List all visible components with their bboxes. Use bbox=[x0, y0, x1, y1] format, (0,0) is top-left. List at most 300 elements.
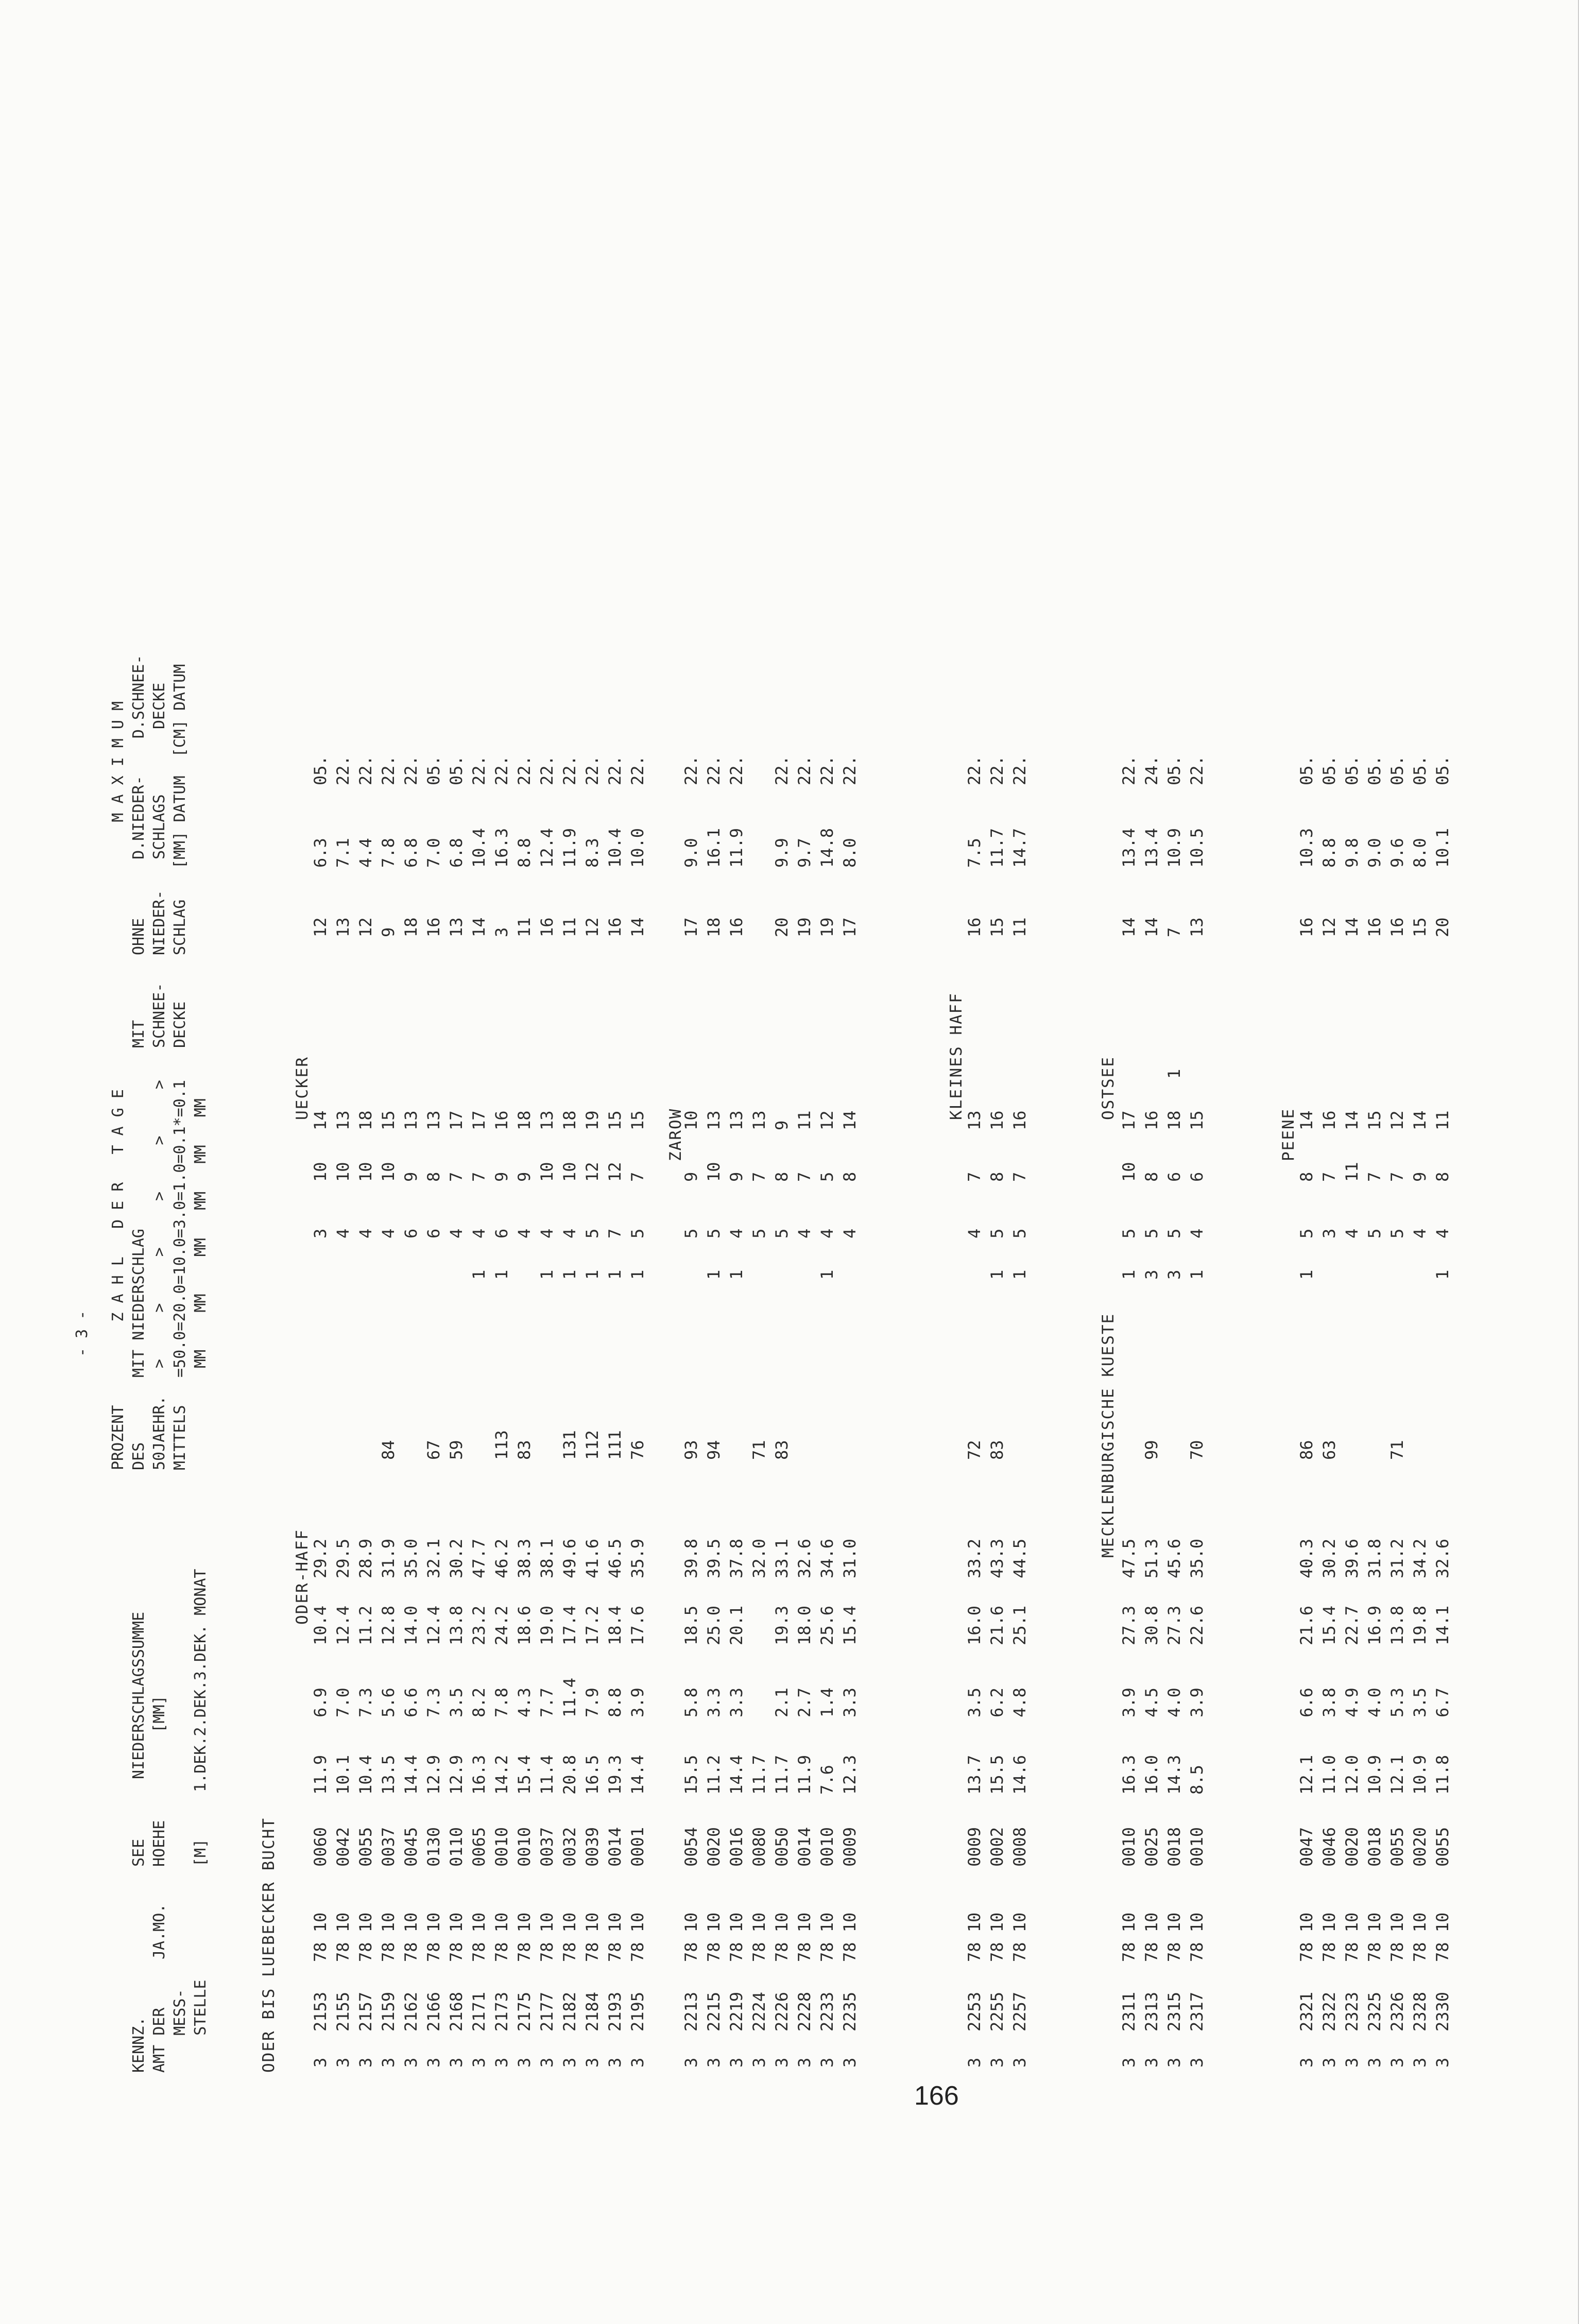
table-cell: 4.4 bbox=[356, 838, 375, 868]
table-cell: 6 bbox=[1164, 1172, 1184, 1182]
table-cell: 5 bbox=[704, 1228, 724, 1238]
table-cell: 8.5 bbox=[1187, 1765, 1207, 1795]
table-cell: 113 bbox=[492, 1430, 511, 1460]
table-cell: 7.5 bbox=[965, 838, 984, 868]
table-cell: 0055 bbox=[356, 1827, 375, 1867]
table-cell: 1 bbox=[1119, 1269, 1139, 1280]
table-cell: 78 10 bbox=[681, 1912, 701, 1962]
table-cell: 93 bbox=[681, 1440, 701, 1460]
table-cell: 9.8 bbox=[1342, 838, 1362, 868]
table-cell: 3 bbox=[1410, 2057, 1430, 2068]
table-cell: 5.3 bbox=[1387, 1688, 1407, 1717]
table-row bbox=[626, 90, 649, 2073]
table-cell: 14 bbox=[1410, 1110, 1430, 1130]
table-cell: 13 bbox=[447, 917, 466, 937]
table-cell: 8.0 bbox=[840, 838, 860, 868]
header-prozent: PROZENT DES 50JAEHR. MITTELS bbox=[109, 1396, 189, 1470]
table-cell: 0037 bbox=[537, 1827, 557, 1867]
table-cell: 4.0 bbox=[1164, 1688, 1184, 1717]
table-cell: 16 bbox=[1387, 917, 1407, 937]
table-row bbox=[770, 90, 793, 2073]
table-cell: 10 bbox=[333, 1162, 353, 1182]
table-cell: 22. bbox=[772, 755, 792, 785]
table-cell: 16 bbox=[605, 917, 625, 937]
table-cell: 10.9 bbox=[1365, 1754, 1384, 1795]
table-cell: 10.4 bbox=[605, 828, 625, 868]
table-cell: 3 bbox=[965, 2057, 984, 2068]
table-cell: 7.6 bbox=[817, 1765, 837, 1795]
table-cell: 10 bbox=[681, 1110, 701, 1130]
table-cell: 9 bbox=[681, 1172, 701, 1182]
table-cell: 46.2 bbox=[492, 1538, 511, 1578]
table-cell: 2177 bbox=[537, 1991, 557, 2032]
table-row bbox=[513, 90, 536, 2073]
table-cell: 15 bbox=[628, 1110, 647, 1130]
region-zarow: ZAROW bbox=[666, 1108, 685, 1161]
table-cell: 2168 bbox=[447, 1991, 466, 2032]
table-cell: 78 10 bbox=[356, 1912, 375, 1962]
table-cell: 11.4 bbox=[560, 1677, 579, 1717]
table-cell: 3 bbox=[514, 2057, 534, 2068]
table-cell: 22. bbox=[356, 755, 375, 785]
table-cell: 12.1 bbox=[1297, 1754, 1316, 1795]
table-cell: 0020 bbox=[1410, 1827, 1430, 1867]
table-cell: 7 bbox=[1164, 927, 1184, 937]
table-cell: 6.7 bbox=[1433, 1688, 1452, 1717]
table-cell: 22. bbox=[560, 755, 579, 785]
table-cell: 5 bbox=[772, 1228, 792, 1238]
table-cell: 39.5 bbox=[704, 1538, 724, 1578]
table-row bbox=[468, 90, 490, 2073]
table-cell: 7 bbox=[1010, 1172, 1029, 1182]
table-cell: 11 bbox=[1342, 1162, 1362, 1182]
table-cell: 78 10 bbox=[333, 1912, 353, 1962]
table-cell: 11.7 bbox=[749, 1754, 769, 1795]
table-cell: 78 10 bbox=[1187, 1912, 1207, 1962]
table-cell: 2215 bbox=[704, 1991, 724, 2032]
table-cell: 0060 bbox=[311, 1827, 330, 1867]
table-cell: 59 bbox=[447, 1440, 466, 1460]
table-cell: 5 bbox=[1387, 1228, 1407, 1238]
table-cell: 12.9 bbox=[424, 1754, 443, 1795]
table-cell: 78 10 bbox=[1410, 1912, 1430, 1962]
table-row bbox=[309, 90, 332, 2073]
table-cell: 18.4 bbox=[605, 1605, 625, 1645]
table-row bbox=[1341, 90, 1363, 2073]
table-cell: 15 bbox=[987, 917, 1007, 937]
table-cell: 78 10 bbox=[1142, 1912, 1161, 1962]
table-cell: 5 bbox=[1297, 1228, 1316, 1238]
table-cell: 20 bbox=[1433, 917, 1452, 937]
table-cell: 2257 bbox=[1010, 1991, 1029, 2032]
table-cell: 4.0 bbox=[1365, 1688, 1384, 1717]
table-cell: 3 bbox=[628, 2057, 647, 2068]
table-cell: 3 bbox=[1142, 2057, 1161, 2068]
table-cell: 5 bbox=[1365, 1228, 1384, 1238]
table-cell: 51.3 bbox=[1142, 1538, 1161, 1578]
table-cell: 8 bbox=[424, 1172, 443, 1182]
table-cell: 9 bbox=[727, 1172, 746, 1182]
table-cell: 78 10 bbox=[1365, 1912, 1384, 1962]
table-cell: 131 bbox=[560, 1430, 579, 1460]
table-cell: 8 bbox=[987, 1172, 1007, 1182]
table-cell: 10 bbox=[537, 1162, 557, 1182]
table-cell: 38.1 bbox=[537, 1538, 557, 1578]
table-cell: 3 bbox=[817, 2057, 837, 2068]
table-cell: 22. bbox=[469, 755, 489, 785]
table-cell: 0010 bbox=[1119, 1827, 1139, 1867]
table-cell: 3.3 bbox=[840, 1688, 860, 1717]
table-cell: 14.1 bbox=[1433, 1605, 1452, 1645]
table-cell: 4 bbox=[1342, 1228, 1362, 1238]
table-cell: 14.3 bbox=[1164, 1754, 1184, 1795]
table-cell: 2321 bbox=[1297, 1991, 1316, 2032]
table-row bbox=[1431, 90, 1454, 2073]
table-cell: 22. bbox=[817, 755, 837, 785]
table-cell: 25.1 bbox=[1010, 1605, 1029, 1645]
table-cell: 9 bbox=[379, 927, 398, 937]
table-cell: 19.8 bbox=[1410, 1605, 1430, 1645]
table-cell: 18 bbox=[514, 1110, 534, 1130]
table-row bbox=[838, 90, 861, 2073]
table-cell: 38.3 bbox=[514, 1538, 534, 1578]
table-cell: 14 bbox=[628, 917, 647, 937]
table-cell: 3 bbox=[987, 2057, 1007, 2068]
table-cell: 11.9 bbox=[727, 828, 746, 868]
table-cell: 19 bbox=[582, 1110, 602, 1130]
table-cell: 0018 bbox=[1365, 1827, 1384, 1867]
table-cell: 5 bbox=[1164, 1228, 1184, 1238]
table-cell: 3 bbox=[356, 2057, 375, 2068]
table-cell: 10 bbox=[311, 1162, 330, 1182]
table-cell: 31.2 bbox=[1387, 1538, 1407, 1578]
table-cell: 0047 bbox=[1297, 1827, 1316, 1867]
table-cell: 83 bbox=[772, 1440, 792, 1460]
table-cell: 05. bbox=[1164, 755, 1184, 785]
table-cell: 4 bbox=[447, 1228, 466, 1238]
table-cell: 8.8 bbox=[1319, 838, 1339, 868]
table-cell: 3 bbox=[492, 2057, 511, 2068]
table-cell: 11.9 bbox=[795, 1754, 814, 1795]
table-cell: 12 bbox=[582, 917, 602, 937]
table-row bbox=[377, 90, 400, 2073]
table-row bbox=[793, 90, 816, 2073]
table-cell: 4.8 bbox=[1010, 1688, 1029, 1717]
table-cell: 2162 bbox=[401, 1991, 421, 2032]
table-cell: 4.9 bbox=[1342, 1688, 1362, 1717]
table-cell: 2325 bbox=[1365, 1991, 1384, 2032]
table-cell: 78 10 bbox=[772, 1912, 792, 1962]
table-cell: 7.3 bbox=[356, 1688, 375, 1717]
table-cell: 2184 bbox=[582, 1991, 602, 2032]
table-cell: 0042 bbox=[333, 1827, 353, 1867]
table-cell: 1 bbox=[1164, 1069, 1184, 1079]
table-cell: 12.1 bbox=[1387, 1754, 1407, 1795]
table-cell: 78 10 bbox=[469, 1912, 489, 1962]
table-cell: 15.5 bbox=[681, 1754, 701, 1795]
table-row bbox=[400, 90, 422, 2073]
table-cell: 31.9 bbox=[379, 1538, 398, 1578]
table-cell: 2235 bbox=[840, 1991, 860, 2032]
table-cell: 3.3 bbox=[727, 1688, 746, 1717]
table-cell: 14.4 bbox=[401, 1754, 421, 1795]
table-cell: 2153 bbox=[311, 1991, 330, 2032]
region-peene: PEENE bbox=[1279, 1108, 1298, 1161]
table-cell: 17.6 bbox=[628, 1605, 647, 1645]
table-cell: 78 10 bbox=[840, 1912, 860, 1962]
table-cell: 15.4 bbox=[1319, 1605, 1339, 1645]
table-cell: 16 bbox=[965, 917, 984, 937]
table-row bbox=[986, 90, 1008, 2073]
table-cell: 10 bbox=[1119, 1162, 1139, 1182]
table-cell: 29.2 bbox=[311, 1538, 330, 1578]
table-cell: 05. bbox=[311, 755, 330, 785]
table-cell: 14.2 bbox=[492, 1754, 511, 1795]
table-cell: 4 bbox=[379, 1228, 398, 1238]
table-row bbox=[536, 90, 558, 2073]
table-cell: 13 bbox=[704, 1110, 724, 1130]
table-cell: 94 bbox=[704, 1440, 724, 1460]
table-cell: 19 bbox=[817, 917, 837, 937]
table-cell: 14 bbox=[469, 917, 489, 937]
table-cell: 2213 bbox=[681, 1991, 701, 2032]
table-cell: 0010 bbox=[817, 1827, 837, 1867]
table-cell: 29.5 bbox=[333, 1538, 353, 1578]
table-cell: 78 10 bbox=[401, 1912, 421, 1962]
table-cell: 11.2 bbox=[704, 1754, 724, 1795]
table-cell: 5 bbox=[749, 1228, 769, 1238]
table-cell: 18.5 bbox=[681, 1605, 701, 1645]
table-cell: 11.0 bbox=[1319, 1754, 1339, 1795]
table-cell: 6.6 bbox=[1297, 1688, 1316, 1717]
table-cell: 9.9 bbox=[772, 838, 792, 868]
table-cell: 5 bbox=[1142, 1228, 1161, 1238]
table-cell: 22. bbox=[795, 755, 814, 785]
table-cell: 8 bbox=[1297, 1172, 1316, 1182]
table-cell: 9.7 bbox=[795, 838, 814, 868]
table-cell: 22. bbox=[379, 755, 398, 785]
table-cell: 2219 bbox=[727, 1991, 746, 2032]
table-cell: 2159 bbox=[379, 1991, 398, 2032]
table-cell: 78 10 bbox=[1119, 1912, 1139, 1962]
table-cell: 2166 bbox=[424, 1991, 443, 2032]
table-cell: 0055 bbox=[1433, 1827, 1452, 1867]
table-cell: 1 bbox=[537, 1269, 557, 1280]
table-cell: 28.9 bbox=[356, 1538, 375, 1578]
table-cell: 84 bbox=[379, 1440, 398, 1460]
table-cell: 05. bbox=[1410, 755, 1430, 785]
table-cell: 14.6 bbox=[1010, 1754, 1029, 1795]
table-cell: 18.6 bbox=[514, 1605, 534, 1645]
table-cell: 11.9 bbox=[560, 828, 579, 868]
table-cell: 70 bbox=[1187, 1440, 1207, 1460]
table-cell: 35.0 bbox=[401, 1538, 421, 1578]
table-cell: 16 bbox=[727, 917, 746, 937]
table-cell: 2195 bbox=[628, 1991, 647, 2032]
table-cell: 12.4 bbox=[424, 1605, 443, 1645]
table-cell: 11.2 bbox=[356, 1605, 375, 1645]
table-cell: 49.6 bbox=[560, 1538, 579, 1578]
table-cell: 16 bbox=[987, 1110, 1007, 1130]
table-cell: 3 bbox=[840, 2057, 860, 2068]
table-cell: 8 bbox=[840, 1172, 860, 1182]
table-row bbox=[354, 90, 377, 2073]
table-cell: 4 bbox=[1410, 1228, 1430, 1238]
table-cell: 14.7 bbox=[1010, 828, 1029, 868]
table-row bbox=[445, 90, 468, 2073]
table-cell: 37.8 bbox=[727, 1538, 746, 1578]
table-cell: 7.9 bbox=[582, 1688, 602, 1717]
region-uecker: UECKER bbox=[293, 1056, 312, 1120]
table-cell: 7.3 bbox=[424, 1688, 443, 1717]
table-cell: 3 bbox=[333, 2057, 353, 2068]
table-cell: 9.6 bbox=[1387, 838, 1407, 868]
table-cell: 10.9 bbox=[1410, 1754, 1430, 1795]
table-cell: 15 bbox=[1365, 1110, 1384, 1130]
table-cell: 2313 bbox=[1142, 1991, 1161, 2032]
table-cell: 9.0 bbox=[681, 838, 701, 868]
table-cell: 10.1 bbox=[1433, 828, 1452, 868]
table-cell: 7 bbox=[795, 1172, 814, 1182]
table-cell: 3 bbox=[795, 2057, 814, 2068]
table-cell: 19 bbox=[795, 917, 814, 937]
table-cell: 0002 bbox=[987, 1827, 1007, 1867]
table-cell: 14 bbox=[1142, 917, 1161, 937]
table-cell: 5.8 bbox=[681, 1688, 701, 1717]
table-cell: 14.0 bbox=[401, 1605, 421, 1645]
table-cell: 4 bbox=[514, 1228, 534, 1238]
table-cell: 4 bbox=[1433, 1228, 1452, 1238]
table-cell: 3 bbox=[492, 927, 511, 937]
table-cell: 14.4 bbox=[727, 1754, 746, 1795]
table-cell: 13 bbox=[537, 1110, 557, 1130]
table-cell: 18 bbox=[704, 917, 724, 937]
table-row bbox=[702, 90, 725, 2073]
table-cell: 14 bbox=[840, 1110, 860, 1130]
table-cell: 13.4 bbox=[1119, 828, 1139, 868]
table-cell: 8 bbox=[1142, 1172, 1161, 1182]
table-cell: 78 10 bbox=[749, 1912, 769, 1962]
table-cell: 3 bbox=[1187, 2057, 1207, 2068]
table-row bbox=[558, 90, 581, 2073]
table-cell: 3 bbox=[704, 2057, 724, 2068]
table-cell: 3 bbox=[401, 2057, 421, 2068]
table-cell: 7 bbox=[628, 1172, 647, 1182]
table-cell: 13 bbox=[1187, 917, 1207, 937]
table-cell: 3.9 bbox=[628, 1688, 647, 1717]
table-cell: 0014 bbox=[795, 1827, 814, 1867]
table-cell: 3 bbox=[560, 2057, 579, 2068]
table-cell: 40.3 bbox=[1297, 1538, 1316, 1578]
table-cell: 3 bbox=[582, 2057, 602, 2068]
table-cell: 12.0 bbox=[1342, 1754, 1362, 1795]
table-cell: 78 10 bbox=[424, 1912, 443, 1962]
table-cell: 23.2 bbox=[469, 1605, 489, 1645]
table-cell: 10.4 bbox=[311, 1605, 330, 1645]
table-cell: 4 bbox=[333, 1228, 353, 1238]
table-cell: 1 bbox=[469, 1269, 489, 1280]
table-cell: 05. bbox=[1297, 755, 1316, 785]
table-cell: 6 bbox=[1187, 1172, 1207, 1182]
table-cell: 32.0 bbox=[749, 1538, 769, 1578]
table-cell: 3 bbox=[1297, 2057, 1316, 2068]
table-cell: 15.5 bbox=[987, 1754, 1007, 1795]
table-row bbox=[1118, 90, 1140, 2073]
region-ostsee: OSTSEE bbox=[1099, 1056, 1118, 1120]
table-cell: 3.8 bbox=[1319, 1688, 1339, 1717]
table-cell: 05. bbox=[424, 755, 443, 785]
table-cell: 3 bbox=[727, 2057, 746, 2068]
table-cell: 05. bbox=[1387, 755, 1407, 785]
table-cell: 4 bbox=[817, 1228, 837, 1238]
table-cell: 4 bbox=[356, 1228, 375, 1238]
table-cell: 7 bbox=[605, 1228, 625, 1238]
header-ohne-niederschlag: OHNE NIEDER- SCHLAG bbox=[130, 890, 189, 955]
table-cell: 1 bbox=[817, 1269, 837, 1280]
table-cell: 2255 bbox=[987, 1991, 1007, 2032]
table-row bbox=[1163, 90, 1186, 2073]
table-cell: 7.8 bbox=[492, 1688, 511, 1717]
table-cell: 4.3 bbox=[514, 1688, 534, 1717]
table-cell: 9 bbox=[492, 1172, 511, 1182]
table-cell: 2228 bbox=[795, 1991, 814, 2032]
table-cell: 05. bbox=[1365, 755, 1384, 785]
table-cell: 0010 bbox=[1187, 1827, 1207, 1867]
table-cell: 0032 bbox=[560, 1827, 579, 1867]
table-cell: 3 bbox=[311, 1228, 330, 1238]
header-ja-mo: JA.MO. bbox=[150, 1903, 168, 1959]
table-cell: 2.1 bbox=[772, 1688, 792, 1717]
table-cell: 78 10 bbox=[605, 1912, 625, 1962]
table-cell: 8.0 bbox=[1410, 838, 1430, 868]
table-cell: 16.0 bbox=[965, 1605, 984, 1645]
table-cell: 25.0 bbox=[704, 1605, 724, 1645]
table-cell: 18 bbox=[401, 917, 421, 937]
table-cell: 0009 bbox=[965, 1827, 984, 1867]
table-cell: 10 bbox=[356, 1162, 375, 1182]
table-cell: 13.8 bbox=[1387, 1605, 1407, 1645]
table-cell: 3 bbox=[1119, 2057, 1139, 2068]
table-row bbox=[1140, 90, 1163, 2073]
table-cell: 11.7 bbox=[772, 1754, 792, 1795]
table-cell: 71 bbox=[749, 1440, 769, 1460]
page-marker: - 3 - bbox=[73, 1310, 91, 1357]
table-cell: 1 bbox=[492, 1269, 511, 1280]
table-cell: 7.0 bbox=[424, 838, 443, 868]
table-cell: 19.3 bbox=[772, 1605, 792, 1645]
table-cell: 3 bbox=[1164, 1269, 1184, 1280]
table-cell: 17 bbox=[840, 917, 860, 937]
table-cell: 3 bbox=[311, 2057, 330, 2068]
table-cell: 22. bbox=[840, 755, 860, 785]
table-cell: 111 bbox=[605, 1430, 625, 1460]
table-cell: 3 bbox=[1164, 2057, 1184, 2068]
table-cell: 0025 bbox=[1142, 1827, 1161, 1867]
table-cell: 17 bbox=[681, 917, 701, 937]
table-cell: 16.5 bbox=[582, 1754, 602, 1795]
table-cell: 30.2 bbox=[447, 1538, 466, 1578]
table-cell: 3 bbox=[1433, 2057, 1452, 2068]
table-cell: 5 bbox=[987, 1228, 1007, 1238]
header-kennz-amt: KENNZ. AMT DER MESS- STELLE bbox=[130, 1979, 210, 2073]
table-cell: 13 bbox=[401, 1110, 421, 1130]
table-cell: 8 bbox=[1433, 1172, 1452, 1182]
table-cell: 16.3 bbox=[1119, 1754, 1139, 1795]
table-cell: 22. bbox=[628, 755, 647, 785]
table-cell: 14 bbox=[1342, 917, 1362, 937]
table-cell: 16 bbox=[492, 1110, 511, 1130]
table-cell: 0014 bbox=[605, 1827, 625, 1867]
